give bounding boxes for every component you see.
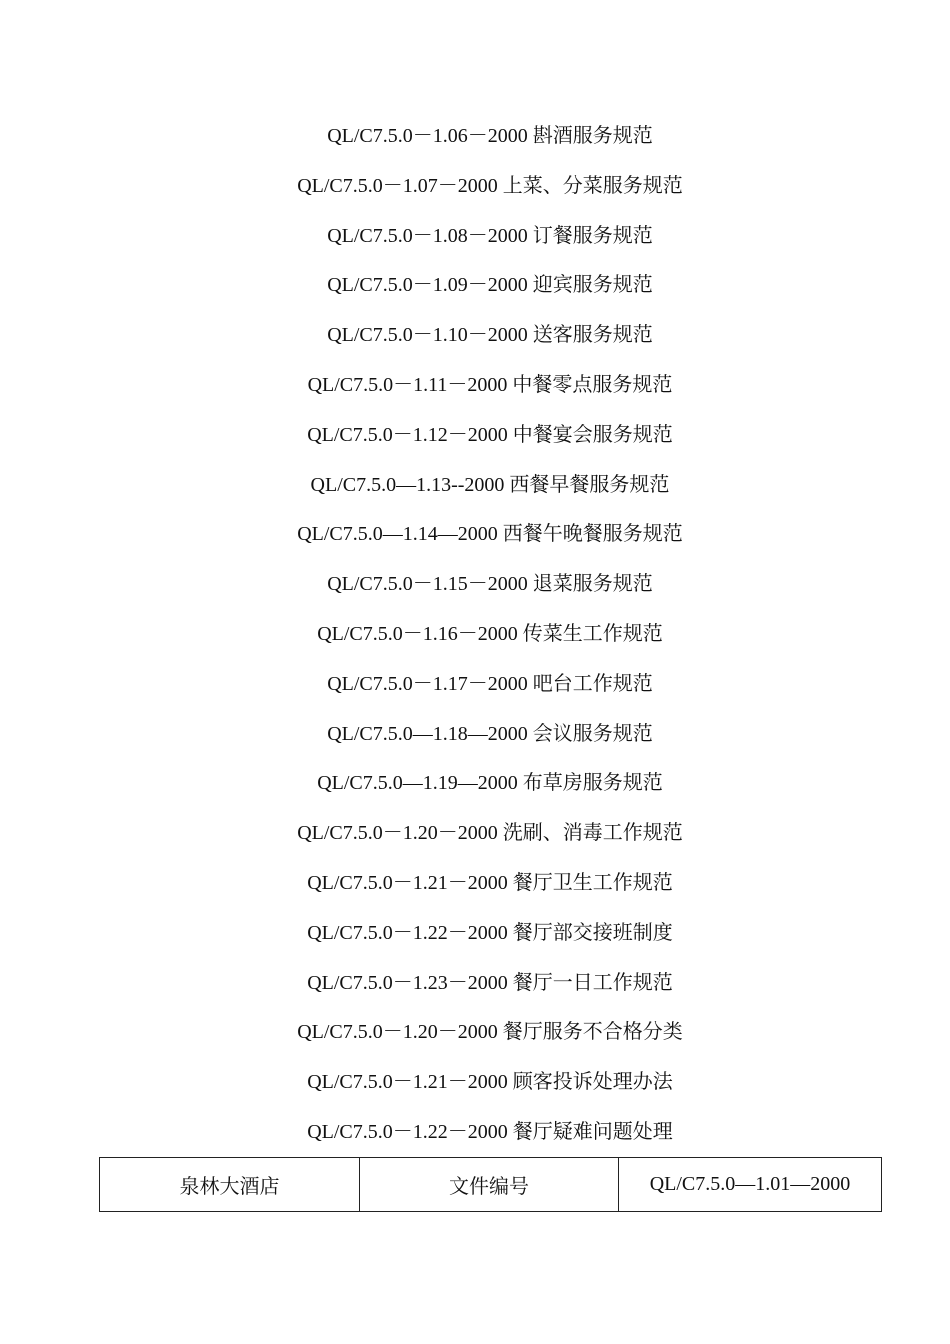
list-item: QL/C7.5.0—1.18—2000 会议服务规范 (327, 722, 653, 745)
list-item: QL/C7.5.0－1.16－2000 传菜生工作规范 (317, 622, 663, 645)
list-item: QL/C7.5.0－1.12－2000 中餐宴会服务规范 (307, 423, 673, 446)
list-item: QL/C7.5.0－1.08－2000 订餐服务规范 (327, 224, 653, 247)
document-header-table (99, 1157, 882, 1212)
list-item: QL/C7.5.0－1.22－2000 餐厅部交接班制度 (307, 921, 673, 944)
list-item: QL/C7.5.0－1.10－2000 送客服务规范 (327, 324, 653, 347)
list-item: QL/C7.5.0－1.22－2000 餐厅疑难问题处理 (307, 1120, 673, 1143)
list-item: QL/C7.5.0－1.11－2000 中餐零点服务规范 (307, 373, 673, 396)
list-item: QL/C7.5.0—1.14—2000 西餐午晚餐服务规范 (297, 523, 683, 546)
file-number-cell: QL/C7.5.0—1.01—2000 (619, 1158, 882, 1212)
list-item: QL/C7.5.0—1.13--2000 西餐早餐服务规范 (310, 473, 670, 496)
list-item: QL/C7.5.0－1.20－2000 洗刷、消毒工作规范 (297, 822, 683, 845)
list-item: QL/C7.5.0－1.15－2000 退菜服务规范 (327, 573, 653, 596)
list-item: QL/C7.5.0－1.23－2000 餐厅一日工作规范 (307, 971, 673, 994)
hotel-name-cell: 泉林大酒店 (100, 1158, 360, 1212)
list-item: QL/C7.5.0－1.17－2000 吧台工作规范 (327, 672, 653, 695)
list-item: QL/C7.5.0－1.06－2000 斟酒服务规范 (327, 125, 653, 147)
list-item: QL/C7.5.0－1.07－2000 上菜、分菜服务规范 (297, 174, 683, 197)
list-item: QL/C7.5.0－1.21－2000 顾客投诉处理办法 (307, 1071, 673, 1094)
table-row (100, 1158, 882, 1212)
list-item: QL/C7.5.0－1.09－2000 迎宾服务规范 (327, 274, 653, 297)
list-item: QL/C7.5.0－1.21－2000 餐厅卫生工作规范 (307, 871, 673, 894)
list-item: QL/C7.5.0—1.19—2000 布草房服务规范 (317, 772, 663, 795)
document-index-list (0, 112, 950, 1158)
list-item: QL/C7.5.0－1.20－2000 餐厅服务不合格分类 (297, 1021, 683, 1044)
file-number-label-cell: 文件编号 (360, 1158, 619, 1212)
